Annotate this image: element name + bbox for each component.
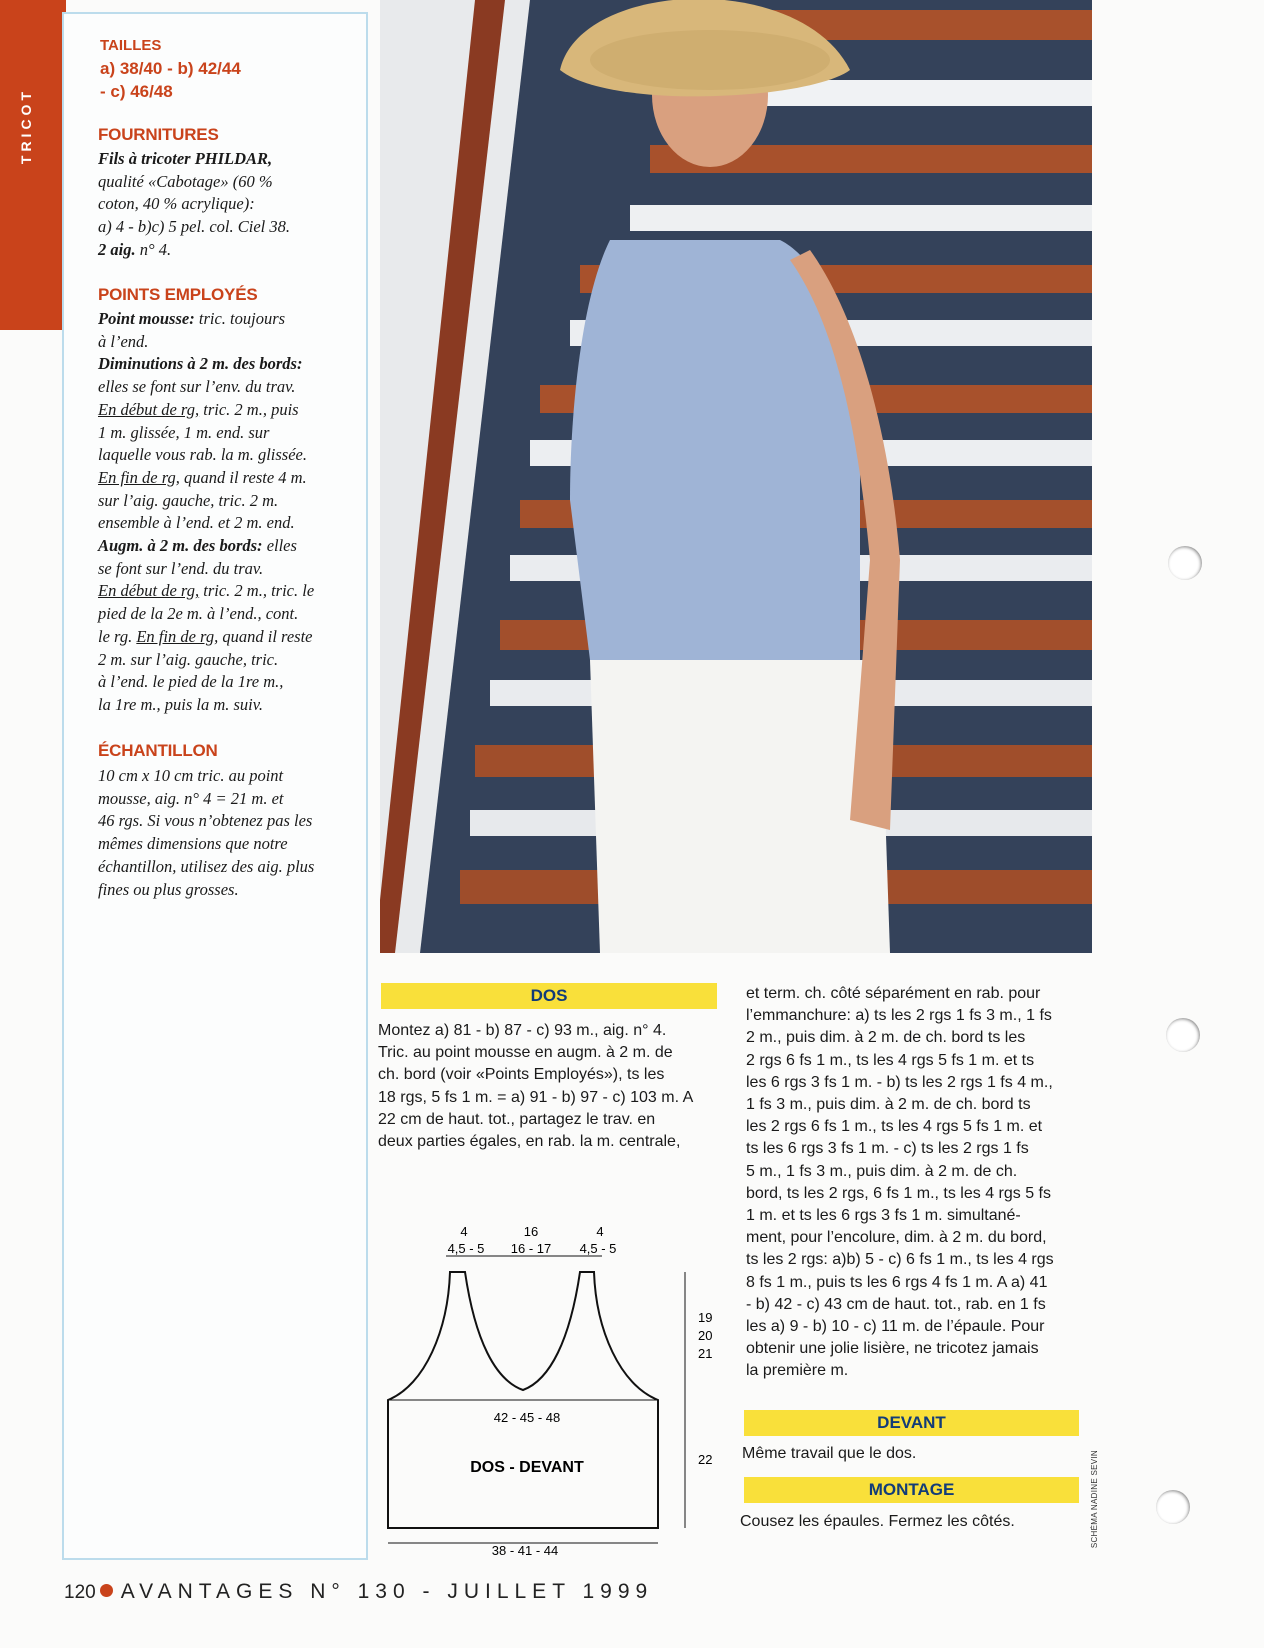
schema-diagram bbox=[380, 1210, 720, 1560]
points-heading: POINTS EMPLOYÉS bbox=[98, 285, 258, 304]
echantillon-line: 10 cm x 10 cm tric. au point bbox=[98, 766, 284, 785]
echantillon-text bbox=[98, 765, 353, 901]
chest-label: 42 - 45 - 48 bbox=[493, 1410, 561, 1425]
dos-cont-line: ment, pour l’encolure, dim. à 2 m. du bord, bbox=[746, 1229, 1047, 1247]
dim-line: 1 m. glissée, 1 m. end. sur bbox=[98, 422, 270, 442]
dos-cont-line: les 6 rgs 3 fs 1 m. - b) ts les 2 rgs 1 fs 4 m., bbox=[746, 1073, 1053, 1091]
dos-line: deux parties égales, en rab. la m. centrale, bbox=[378, 1133, 681, 1151]
body-height-label: 22 bbox=[698, 1452, 713, 1467]
armhole-height-1: 19 bbox=[698, 1310, 713, 1325]
dos-cont-line: la première m. bbox=[746, 1362, 849, 1380]
point-mousse-text-2: à l’end. bbox=[98, 331, 149, 351]
dos-cont-line: obtenir une jolie lisière, ne tricotez jamais bbox=[746, 1340, 1039, 1358]
aug-line: quand il reste bbox=[218, 626, 313, 646]
montage-text: Cousez les épaules. Fermez les côtés. bbox=[740, 1513, 1015, 1530]
dos-cont-line: et term. ch. côté séparément en rab. pour bbox=[746, 985, 1041, 1002]
echantillon-line: mousse, aig. n° 4 = 21 m. et bbox=[98, 788, 284, 808]
page-number: 120 bbox=[64, 1582, 96, 1603]
dos-cont-line: les 2 rgs 6 fs 1 m., ts les 4 rgs 5 fs 1 m. et bbox=[746, 1118, 1043, 1136]
dos-cont-line: bord, ts les 2 rgs, 6 fs 1 m., ts les 4 rgs 5 fs bbox=[746, 1184, 1051, 1202]
side-tab-label: TRICOT bbox=[18, 88, 34, 165]
dim-line: ensemble à l’end. et 2 m. end. bbox=[98, 513, 295, 533]
diminutions-label: Diminutions à 2 m. des bords: bbox=[98, 354, 303, 374]
shoulder-top-label: 4 bbox=[460, 1224, 468, 1239]
dos-line: 18 rgs, 5 fs 1 m. = a) 91 - b) 97 - c) 103 m. A bbox=[378, 1088, 694, 1106]
fournitures-line: coton, 40 % acrylique): bbox=[98, 194, 255, 214]
aug-start-label: En début de rg, bbox=[98, 581, 200, 601]
dos-cont-line: 1 fs 3 m., puis dim. à 2 m. de ch. bord ts bbox=[746, 1096, 1031, 1114]
aug-line: le rg. bbox=[98, 626, 137, 646]
binder-hole bbox=[1166, 1018, 1200, 1052]
aug-end-label: En fin de rg, bbox=[136, 626, 219, 646]
neck-top-label: 16 bbox=[523, 1224, 539, 1239]
dim-line: elles se font sur l’env. du trav. bbox=[98, 377, 296, 397]
aug-line: à l’end. le pied de la 1re m., bbox=[98, 672, 284, 692]
binder-hole bbox=[1156, 1490, 1190, 1524]
dim-line: laquelle vous rab. la m. glissée. bbox=[98, 445, 307, 465]
aug-line: la 1re m., puis la m. suiv. bbox=[98, 694, 263, 714]
sizes-block bbox=[100, 34, 241, 103]
echantillon-line: mêmes dimensions que notre bbox=[98, 834, 288, 854]
point-mousse-label: Point mousse: bbox=[98, 309, 195, 328]
footer-dot bbox=[100, 1584, 113, 1597]
binder-hole bbox=[1168, 546, 1202, 580]
model-photo bbox=[380, 0, 1092, 953]
points-text bbox=[98, 308, 353, 717]
fournitures-text bbox=[98, 148, 353, 262]
echantillon-line: fines ou plus grosses. bbox=[98, 879, 239, 899]
side-tab bbox=[0, 0, 66, 330]
dos-cont-line: 5 m., 1 fs 3 m., puis dim. à 2 m. de ch. bbox=[746, 1162, 1018, 1180]
shoulder2-bottom-label: 4,5 - 5 bbox=[579, 1241, 617, 1256]
dim-end-label: En fin de rg, bbox=[98, 467, 180, 487]
sizes-line-1: a) 38/40 - b) 42/44 bbox=[100, 59, 241, 78]
dim-line: tric. 2 m., puis bbox=[199, 399, 299, 419]
dos-line: Tric. au point mousse en augm. à 2 m. de bbox=[378, 1044, 673, 1062]
yarn-brand: Fils à tricoter PHILDAR, bbox=[98, 149, 273, 168]
dos-line: 22 cm de haut. tot., partagez le trav. en bbox=[378, 1110, 656, 1128]
dos-cont-line: 1 m. et ts les 6 rgs 3 fs 1 m. simultané- bbox=[746, 1207, 1021, 1225]
page-footer bbox=[64, 1580, 653, 1604]
dos-cont-line: 2 m., puis dim. à 2 m. de ch. bord ts les bbox=[746, 1029, 1026, 1047]
armhole-height-2: 20 bbox=[698, 1328, 713, 1343]
devant-heading: DEVANT bbox=[744, 1410, 1079, 1436]
dos-cont-line: ts les 6 rgs 3 fs 1 m. - c) ts les 2 rgs 1 fs bbox=[746, 1140, 1029, 1158]
photo-illustration bbox=[380, 0, 1092, 953]
sizes-line-2: - c) 46/48 bbox=[100, 82, 173, 101]
needles-size: n° 4. bbox=[135, 239, 172, 259]
fournitures-line: a) 4 - b)c) 5 pel. col. Ciel 38. bbox=[98, 217, 290, 237]
dos-text-continued bbox=[746, 983, 1088, 1383]
shoulder2-top-label: 4 bbox=[596, 1224, 604, 1239]
schema-title: DOS - DEVANT bbox=[470, 1459, 584, 1476]
aug-line: tric. 2 m., tric. le bbox=[199, 581, 315, 601]
footer-issue: AVANTAGES N° 130 - JUILLET 1999 bbox=[120, 1580, 654, 1603]
dos-cont-line: ts les 2 rgs: a)b) 5 - c) 6 fs 1 m., ts les 4 rgs bbox=[746, 1251, 1054, 1269]
aug-line: elles bbox=[262, 536, 297, 556]
point-mousse-text: tric. toujours bbox=[194, 309, 286, 328]
dos-cont-line: les a) 9 - b) 10 - c) 11 m. de l’épaule. Pour bbox=[746, 1318, 1045, 1336]
fournitures-heading: FOURNITURES bbox=[98, 125, 219, 144]
armhole-height-3: 21 bbox=[698, 1346, 713, 1361]
dos-line: ch. bord (voir «Points Employés»), ts les bbox=[378, 1066, 665, 1084]
dos-heading: DOS bbox=[381, 983, 717, 1009]
dos-text bbox=[378, 1020, 718, 1153]
echantillon-line: 46 rgs. Si vous n’obtenez pas les bbox=[98, 811, 313, 831]
echantillon-line: échantillon, utilisez des aig. plus bbox=[98, 856, 315, 876]
dim-line: sur l’aig. gauche, tric. 2 m. bbox=[98, 490, 279, 510]
dim-start-label: En début de rg, bbox=[98, 399, 200, 419]
dos-cont-line: 8 fs 1 m., puis ts les 6 rgs 4 fs 1 m. A a) 41 bbox=[746, 1273, 1048, 1291]
schema-credit: SCHÉMA NADINE SEVIN bbox=[1090, 1450, 1099, 1549]
neck-bottom-label: 16 - 17 bbox=[510, 1241, 552, 1256]
shoulder-bottom-label: 4,5 - 5 bbox=[447, 1241, 485, 1256]
sizes-label: TAILLES bbox=[100, 37, 162, 54]
dos-cont-line: l’emmanchure: a) ts les 2 rgs 1 fs 3 m., 1 fs bbox=[746, 1007, 1052, 1025]
dim-line: quand il reste 4 m. bbox=[179, 467, 307, 487]
montage-heading: MONTAGE bbox=[744, 1477, 1079, 1503]
dos-line: Montez a) 81 - b) 87 - c) 93 m., aig. n° 4. bbox=[378, 1022, 667, 1039]
aug-line: se font sur l’end. du trav. bbox=[98, 558, 264, 578]
dos-cont-line: 2 rgs 6 fs 1 m., ts les 4 rgs 5 fs 1 m. et ts bbox=[746, 1051, 1035, 1069]
dos-cont-line: - b) 42 - c) 43 cm de haut. tot., rab. en 1 fs bbox=[746, 1295, 1046, 1313]
aug-line: 2 m. sur l’aig. gauche, tric. bbox=[98, 649, 279, 669]
bottom-label: 38 - 41 - 44 bbox=[491, 1543, 559, 1558]
fournitures-line: qualité «Cabotage» (60 % bbox=[98, 171, 273, 191]
augm-label: Augm. à 2 m. des bords: bbox=[98, 536, 263, 556]
needles-label: 2 aig. bbox=[98, 239, 136, 259]
aug-line: pied de la 2e m. à l’end., cont. bbox=[98, 604, 299, 624]
echantillon-heading: ÉCHANTILLON bbox=[98, 741, 218, 760]
devant-text: Même travail que le dos. bbox=[742, 1445, 917, 1462]
